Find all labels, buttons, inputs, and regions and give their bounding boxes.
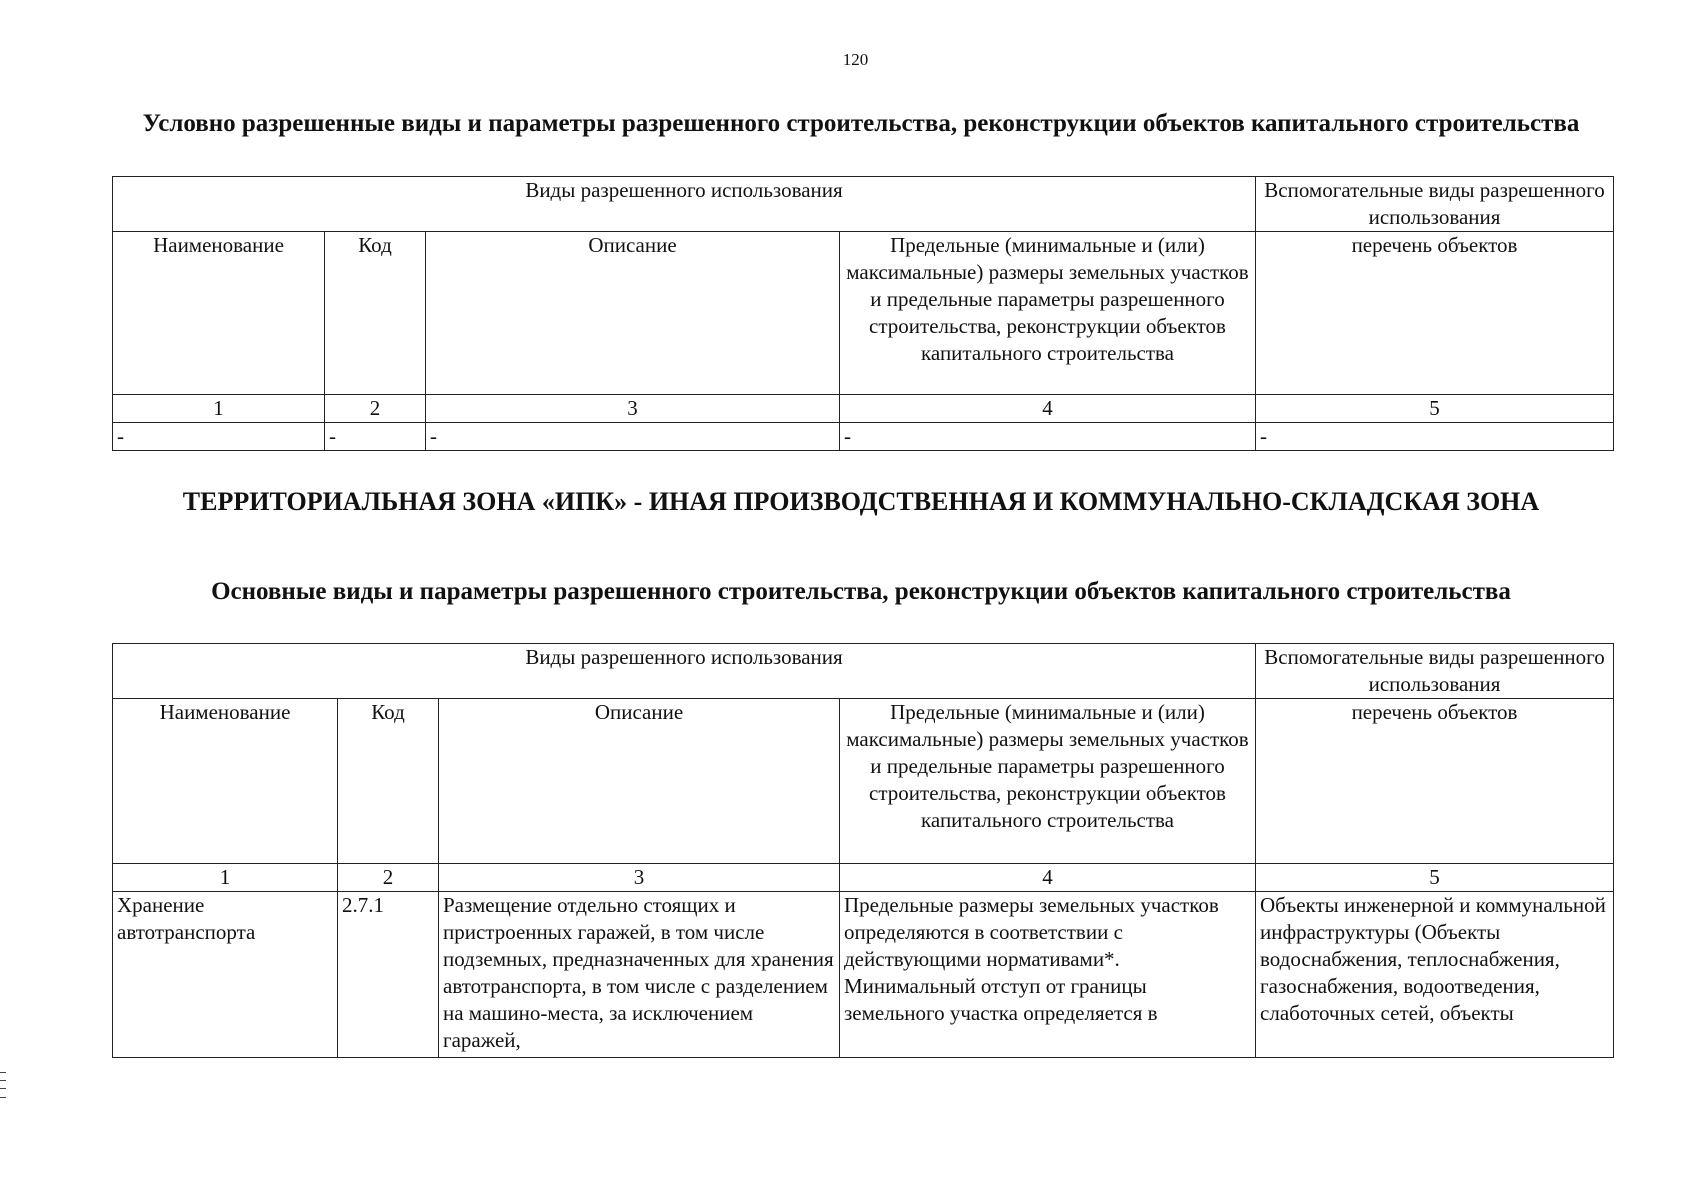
column-number: 5 — [1256, 864, 1614, 892]
column-number-row — [113, 864, 1614, 892]
cell-code: 2.7.1 — [338, 892, 439, 1058]
aux-header: Вспомогательные виды разрешенного использования — [1256, 177, 1614, 232]
column-header-code: Код — [325, 232, 426, 395]
column-header-params: Предельные (минимальные и (или) максимальные) размеры земельных участков и предельные параметры разрешенного строительства, реконструкции объектов капитального строительства — [840, 699, 1256, 864]
page-number: 120 — [842, 50, 869, 69]
cell-description: Размещение отдельно стоящих и пристроенных гаражей, в том числе подземных, предназначенных для хранения автотранспорта, в том числе с разделением на машино-места, за исключением гаражей, — [439, 892, 840, 1058]
aux-header: Вспомогательные виды разрешенного использования — [1256, 644, 1614, 699]
column-number: 1 — [113, 395, 325, 423]
main-uses-table — [112, 643, 1614, 1058]
table-group-header-row — [113, 177, 1614, 232]
column-header-name: Наименование — [113, 232, 325, 395]
column-header-code: Код — [338, 699, 439, 864]
column-header-objects: перечень объектов — [1256, 699, 1614, 864]
column-header-description: Описание — [426, 232, 840, 395]
table-column-header-row — [113, 699, 1614, 864]
group-header: Виды разрешенного использования — [113, 177, 1256, 232]
column-number-row — [113, 395, 1614, 423]
column-number: 5 — [1256, 395, 1614, 423]
group-header: Виды разрешенного использования — [113, 644, 1256, 699]
conditional-uses-heading: Условно разрешенные виды и параметры разрешенного строительства, реконструкции объектов капитального строительства — [142, 110, 1580, 137]
column-number: 4 — [840, 864, 1256, 892]
main-uses-heading: Основные виды и параметры разрешенного строительства, реконструкции объектов капитального строительства — [211, 578, 1511, 605]
column-header-objects: перечень объектов — [1256, 232, 1614, 395]
conditional-uses-table — [112, 176, 1614, 451]
table-row — [113, 423, 1614, 451]
cell-objects: Объекты инженерной и коммунальной инфраструктуры (Объекты водоснабжения, теплоснабжения, газоснабжения, водоотведения, слаботочных сетей, объекты — [1256, 892, 1614, 1058]
table-column-header-row — [113, 232, 1614, 395]
column-header-name: Наименование — [113, 699, 338, 864]
column-number: 2 — [325, 395, 426, 423]
cell-description: - — [426, 423, 840, 451]
cell-params: - — [840, 423, 1256, 451]
cell-code: - — [325, 423, 426, 451]
column-number: 2 — [338, 864, 439, 892]
column-header-params: Предельные (минимальные и (или) максимальные) размеры земельных участков и предельные параметры разрешенного строительства, реконструкции объектов капитального строительства — [840, 232, 1256, 395]
column-number: 3 — [439, 864, 840, 892]
table-group-header-row — [113, 644, 1614, 699]
zone-heading: ТЕРРИТОРИАЛЬНАЯ ЗОНА «ИПК» - ИНАЯ ПРОИЗВОДСТВЕННАЯ И КОММУНАЛЬНО-СКЛАДСКАЯ ЗОНА — [182, 487, 1540, 516]
cell-name: - — [113, 423, 325, 451]
column-number: 4 — [840, 395, 1256, 423]
column-number: 3 — [426, 395, 840, 423]
cell-name: Хранение автотранспорта — [113, 892, 338, 1058]
column-number: 1 — [113, 864, 338, 892]
cell-params: Предельные размеры земельных участков определяются в соответствии с действующими нормативами*. Минимальный отступ от границы земельного участка определяется в — [840, 892, 1256, 1058]
scan-margin-mark — [0, 1072, 6, 1098]
table-row — [113, 892, 1614, 1058]
column-header-description: Описание — [439, 699, 840, 864]
cell-objects: - — [1256, 423, 1614, 451]
